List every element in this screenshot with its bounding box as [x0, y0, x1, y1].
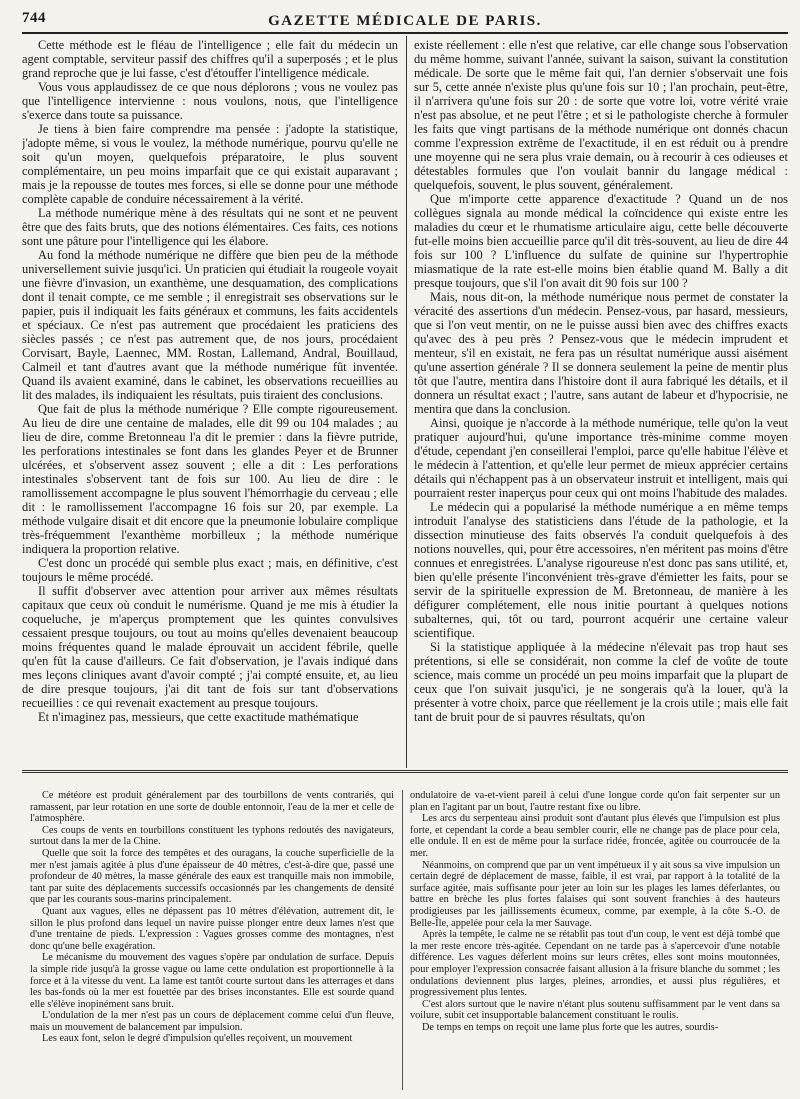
- paragraph: Je tiens à bien faire comprendre ma pensée : j'adopte la statistique, j'adopte même, si vous le voulez, la méthode numérique, pourvu qu'elle ne soit qu'un moyen, quelquefois préparatoire, le plus souvent complémentaire, un peu moins imparfait que ce qui existait auparavant ; mais je la repousse de toutes mes forces, si elle se donne pour une méthode complète capable de conduire nécessairement à la vérité.: [22, 122, 398, 206]
- paragraph: Il suffit d'observer avec attention pour arriver aux mêmes résultats capitaux que ceux où conduit le numérisme. Quand je me mis à étudier la coqueluche, je m'aperçus promptement que les quintes convulsives cessaient presque toujours, ou tout au moins qu'elles devenaient beaucoup moins fréquentes quand le malade éprouvait un accident fébrile, quelle qu'en fût la cause d'ailleurs. Ce fait d'observation, je l'avais indiqué dans mes leçons cliniques avant d'avoir compté ; j'ai compté ensuite, et, au lieu de dire presque toujours, j'ai dit tant de fois sur tant d'observations recueillies : ce qui revenait exactement au presque toujours.: [22, 584, 398, 710]
- paragraph: ondulatoire de va-et-vient pareil à celui d'une longue corde qu'on fait serpenter sur un plan en l'agitant par un bout, l'autre restant fixe ou libre.: [410, 790, 780, 813]
- paragraph: De temps en temps on reçoit une lame plus forte que les autres, sourdis-: [422, 1021, 719, 1033]
- paragraph: Et n'imaginez pas, messieurs, que cette exactitude mathématique: [38, 710, 359, 724]
- paragraph: C'est alors surtout que le navire n'étant plus soutenu suffisamment par le vent dans sa voilure, subit cet insupportable balancement constituant le roulis.: [410, 998, 780, 1022]
- paragraph: existe réellement : elle n'est que relative, car elle change sous l'observation du même homme, suivant l'année, suivant la saison, suivant la constitution médicale. De sorte que le même fait qui, l'an dernier s'observait une fois sur 5, cette année n'existe plus qu'une fois sur 10 ; l'an prochain, peut-être, il n'arrivera qu'une fois sur 20 : de sorte que votre loi, votre vérité vraie n'est pas absolue, et ne peut l'être ; et si le pathologiste cherche à formuler les faits que vingt partisans de la méthode numérique ont donnés chacun comme l'expression extrême de l'exactitude, il en est réduit ou à prendre une moyenne qui ne sera plus vraie demain, ou à recourir à ces odieuses et détestables formules que l'on voulait bannir du langage médical : quelquefois, souvent, le plus souvent, généralement.: [414, 38, 788, 192]
- feuilleton-column-left: [30, 790, 394, 1092]
- paragraph: Ce météore est produit généralement par des tourbillons de vents contrariés, qui ramassent, par leur rotation en une sorte de double entonnoir, l'eau de la mer et celle de l'atmosphère.: [30, 790, 394, 825]
- paragraph: Après la tempête, le calme ne se rétablit pas tout d'un coup, le vent est déjà tombé que la mer reste encore très-agitée. Cependant on ne tarde pas à s'apercevoir d'une notable différence. Les vagues déferlent moins sur leurs crêtes, elles sont moins moutonnées, pour employer l'expression consacrée faisant allusion à la frisure blanche du sommet ; les ondulations deviennent plus larges, pleines, arrondies, et aussi plus régulières, et progressivement plus lentes.: [410, 929, 780, 999]
- main-column-right: [414, 38, 788, 766]
- paragraph: Que fait de plus la méthode numérique ? Elle compte rigoureusement. Au lieu de dire une centaine de malades, elle dit 99 ou 104 malades ; au lieu de dire, comme Bretonneau l'a dit le premier : dans la fièvre putride, les perforations intestinales se font dans les glandes Peyer et de Brunner ulcérées, et s'observent assez souvent ; elle a dit : Les perforations intestinales s'observent tant de fois sur 100. Au lieu de dire : le ramollissement accompagne le plus souvent l'hémorrhagie du cerveau ; elle dit : le ramollissement l'accompagne 16 fois sur 20, par exemple. La méthode vulgaire disait et dit encore que la pneumonie lobulaire complique très-fréquemment l'exanthème morbilleux ; la méthode numérique indiquera la proportion relative.: [22, 402, 398, 556]
- feuilleton-column-right: [410, 790, 780, 1092]
- paragraph: La méthode numérique mène à des résultats qui ne sont et ne peuvent être que des faits bruts, que des notions élémentaires. Ces faits, ces notions sont une pâture pour l'intelligence qui les élabore.: [22, 206, 398, 248]
- page-header: [22, 10, 788, 34]
- paragraph: Mais, nous dit-on, la méthode numérique nous permet de constater la véracité des assertions d'un médecin. Pensez-vous, par hasard, messieurs, que si l'on veut mentir, on ne le puisse aussi bien avec des chiffres exacts qu'avec des à peu près ? Pensez-vous que le médecin imprudent et menteur, s'il en existait, ne fera pas un résultat numérique aussi aisément qu'une assertion générale ? Il se donnera seulement la peine de mentir plus tôt que l'autre, mentira dans l'histoire dont il aura fabriqué les détails, et il donnera un résultat exact ; l'autre, sans autant de labeur et d'hypocrisie, ne mentira que dans la conclusion.: [414, 290, 788, 416]
- paragraph: Cette méthode est le fléau de l'intelligence ; elle fait du médecin un agent comptable, serviteur passif des chiffres qu'il a superposés ; et le plus grand reproche que je lui fasse, c'est d'étouffer l'intelligence médicale.: [22, 38, 398, 80]
- feuilleton-column-divider: [402, 790, 403, 1090]
- paragraph: Quelle que soit la force des tempêtes et des ouragans, la couche superficielle de la mer n'est jamais agitée à plus d'une épaisseur de 40 mètres, c'est-à-dire que, passé une profondeur de 40 mètres, la masse générale des eaux est tranquille mais non immobile, tant par suite des déplacements successifs occasionnés par les changements de densité que par les courants sous-marins principalement.: [30, 847, 394, 906]
- paragraph: Vous vous applaudissez de ce que nous déplorons ; vous ne voulez pas que l'intelligence intervienne : nous voulons, nous, que l'intelligence s'exerce dans toute sa puissance.: [22, 80, 398, 122]
- paragraph: Ces coups de vents en tourbillons constituent les typhons redoutés des navigateurs, surtout dans la mer de la Chine.: [30, 824, 394, 848]
- paragraph: Les arcs du serpenteau ainsi produit sont d'autant plus élevés que l'impulsion est plus forte, et cependant la corde a beau sembler courir, elle ne change pas de place pour cela, elle ondule. Il en est de même pour la surface ridée, froncée, agitée ou courroucée de la mer.: [410, 813, 780, 859]
- paragraph: Au fond la méthode numérique ne diffère que bien peu de la méthode universellement suivie jusqu'ici. Un praticien qui étudiait la rougeole voyait une fièvre d'invasion, un exanthème, une desquamation, des complications dont il tenait compte, ce me semble ; il enregistrait ses observations sur le papier, puis il indiquait les faits généraux et communs, les faits accidentels et spéciaux. Ce n'est pas autrement que procédaient les praticiens des siècles passés ; ce n'est pas autrement que, de nos jours, procédaient Corvisart, Bayle, Laennec, MM. Rostan, Lallemand, Andral, Bouillaud, Calmeil et tant d'autres avant que la méthode numérique fût inventée. Quand ils avaient examiné, dans le cabinet, les observations recueillies au lit des malades, ils indiquaient les résultats, puis tiraient des conclusions.: [22, 248, 398, 402]
- paragraph: Le mécanisme du mouvement des vagues s'opère par ondulation de surface. Depuis la simple ride jusqu'à la grosse vague ou lame cette ondulation est proportionnelle à la force et à la vitesse du vent. La lame est tantôt courte surtout dans les atterrages et dans les bas-fonds où la mer est fouettée par des brises inconstantes. Elle est sourde quand elle s'élève inopinément sans bruit.: [30, 952, 394, 1010]
- paragraph: Que m'importe cette apparence d'exactitude ? Quand un de nos collègues signala au monde médical la coïncidence qui existe entre les maladies du cœur et le rhumatisme articulaire aigu, cette belle découverte fut-elle moins bien accueillie parce qu'il dit très-souvent, au lieu de dire 44 fois sur 100 ? L'influence du sulfate de quinine sur l'hypertrophie miasmatique de la rate est-elle moins bien établie quand M. Bally a dit presque toujours, que s'il l'on avait dit 90 fois sur 100 ?: [414, 192, 788, 290]
- paragraph: Quant aux vagues, elles ne dépassent pas 10 mètres d'élévation, autrement dit, le sillon le plus profond dans lequel un navire puisse plonger entre deux lames n'est que d'une trentaine de pieds. L'expression : Vagues grosses comme des montagnes, n'est donc qu'une belle exagération.: [30, 905, 394, 952]
- feuilleton-separator: [22, 770, 788, 773]
- column-divider: [406, 36, 407, 768]
- paragraph: L'ondulation de la mer n'est pas un cours de déplacement comme celui d'un fleuve, mais un mouvement de balancement par impulsion.: [30, 1010, 394, 1033]
- paragraph: Ainsi, quoique je n'accorde à la méthode numérique, telle qu'on la veut pratiquer aujourd'hui, qu'une importance très-minime comme moyen d'étude, cependant j'en conseillerai l'emploi, parce qu'elle habitue l'élève et le médecin à l'attention, et qu'elle leur permet de mieux apprécier certains détails qui n'échappent pas à un observateur instruit et intelligent, mais qui pourraient rester inaperçus pour ceux qui ont moins l'habitude des malades.: [414, 416, 788, 500]
- main-column-left: [22, 38, 398, 766]
- journal-title: GAZETTE MÉDICALE DE PARIS.: [268, 12, 542, 29]
- paragraph: C'est donc un procédé qui semble plus exact ; mais, en définitive, c'est toujours le même procédé.: [22, 556, 398, 584]
- paragraph: Si la statistique appliquée à la médecine n'élevait pas trop haut ses prétentions, si elle se considérait, non comme la clef de voûte de toute science, mais comme un procédé un peu moins imparfait que la plupart de ceux que l'on suivait jusqu'ici, je ne songerais qu'à la louer, qu'à la présenter à votre choix, parce que réellement je la crois utile ; mais elle fait tant de bruit pour de si pauvres résultats, qu'on: [414, 640, 788, 724]
- paragraph: Les eaux font, selon le degré d'impulsion qu'elles reçoivent, un mouvement: [42, 1033, 353, 1045]
- paragraph: Néanmoins, on comprend que par un vent impétueux il y ait sous sa vive impulsion un certain degré de déplacement de masse, faible, il est vrai, par rapport à la totalité de la surface agitée, mais suffisante pour jeter au loin sur les plages les lames déferlantes, ou battre en brèche les plus fortes falaises qui sont souvent franchies à des hauteurs prodigieuses par les jaillissements écumeux, comme, par exemple, à la côte S.-O. de Belle-Île, appelée pour cela la mer Sauvage.: [410, 859, 780, 929]
- page-number: 744: [22, 10, 46, 26]
- paragraph: Le médecin qui a popularisé la méthode numérique a en même temps introduit l'analyse des statisticiens dans l'étude de la pathologie, et la dissection minutieuse des faits observés l'a conduit quelquefois à des notions nouvelles, qui, pour être accessoires, n'en méritent pas moins d'être connues et enregistrées. L'analyse rigoureuse n'est donc pas sans utilité, et, bien qu'elle présente l'inconvénient très-grave d'émietter les faits, pour se servir de la spirituelle expression de M. Bretonneau, de manière à les défigurer complétement, elle nous initie pourtant à quelques notions subalternes, qui, tôt ou tard, pourront acquérir une certaine valeur scientifique.: [414, 500, 788, 640]
